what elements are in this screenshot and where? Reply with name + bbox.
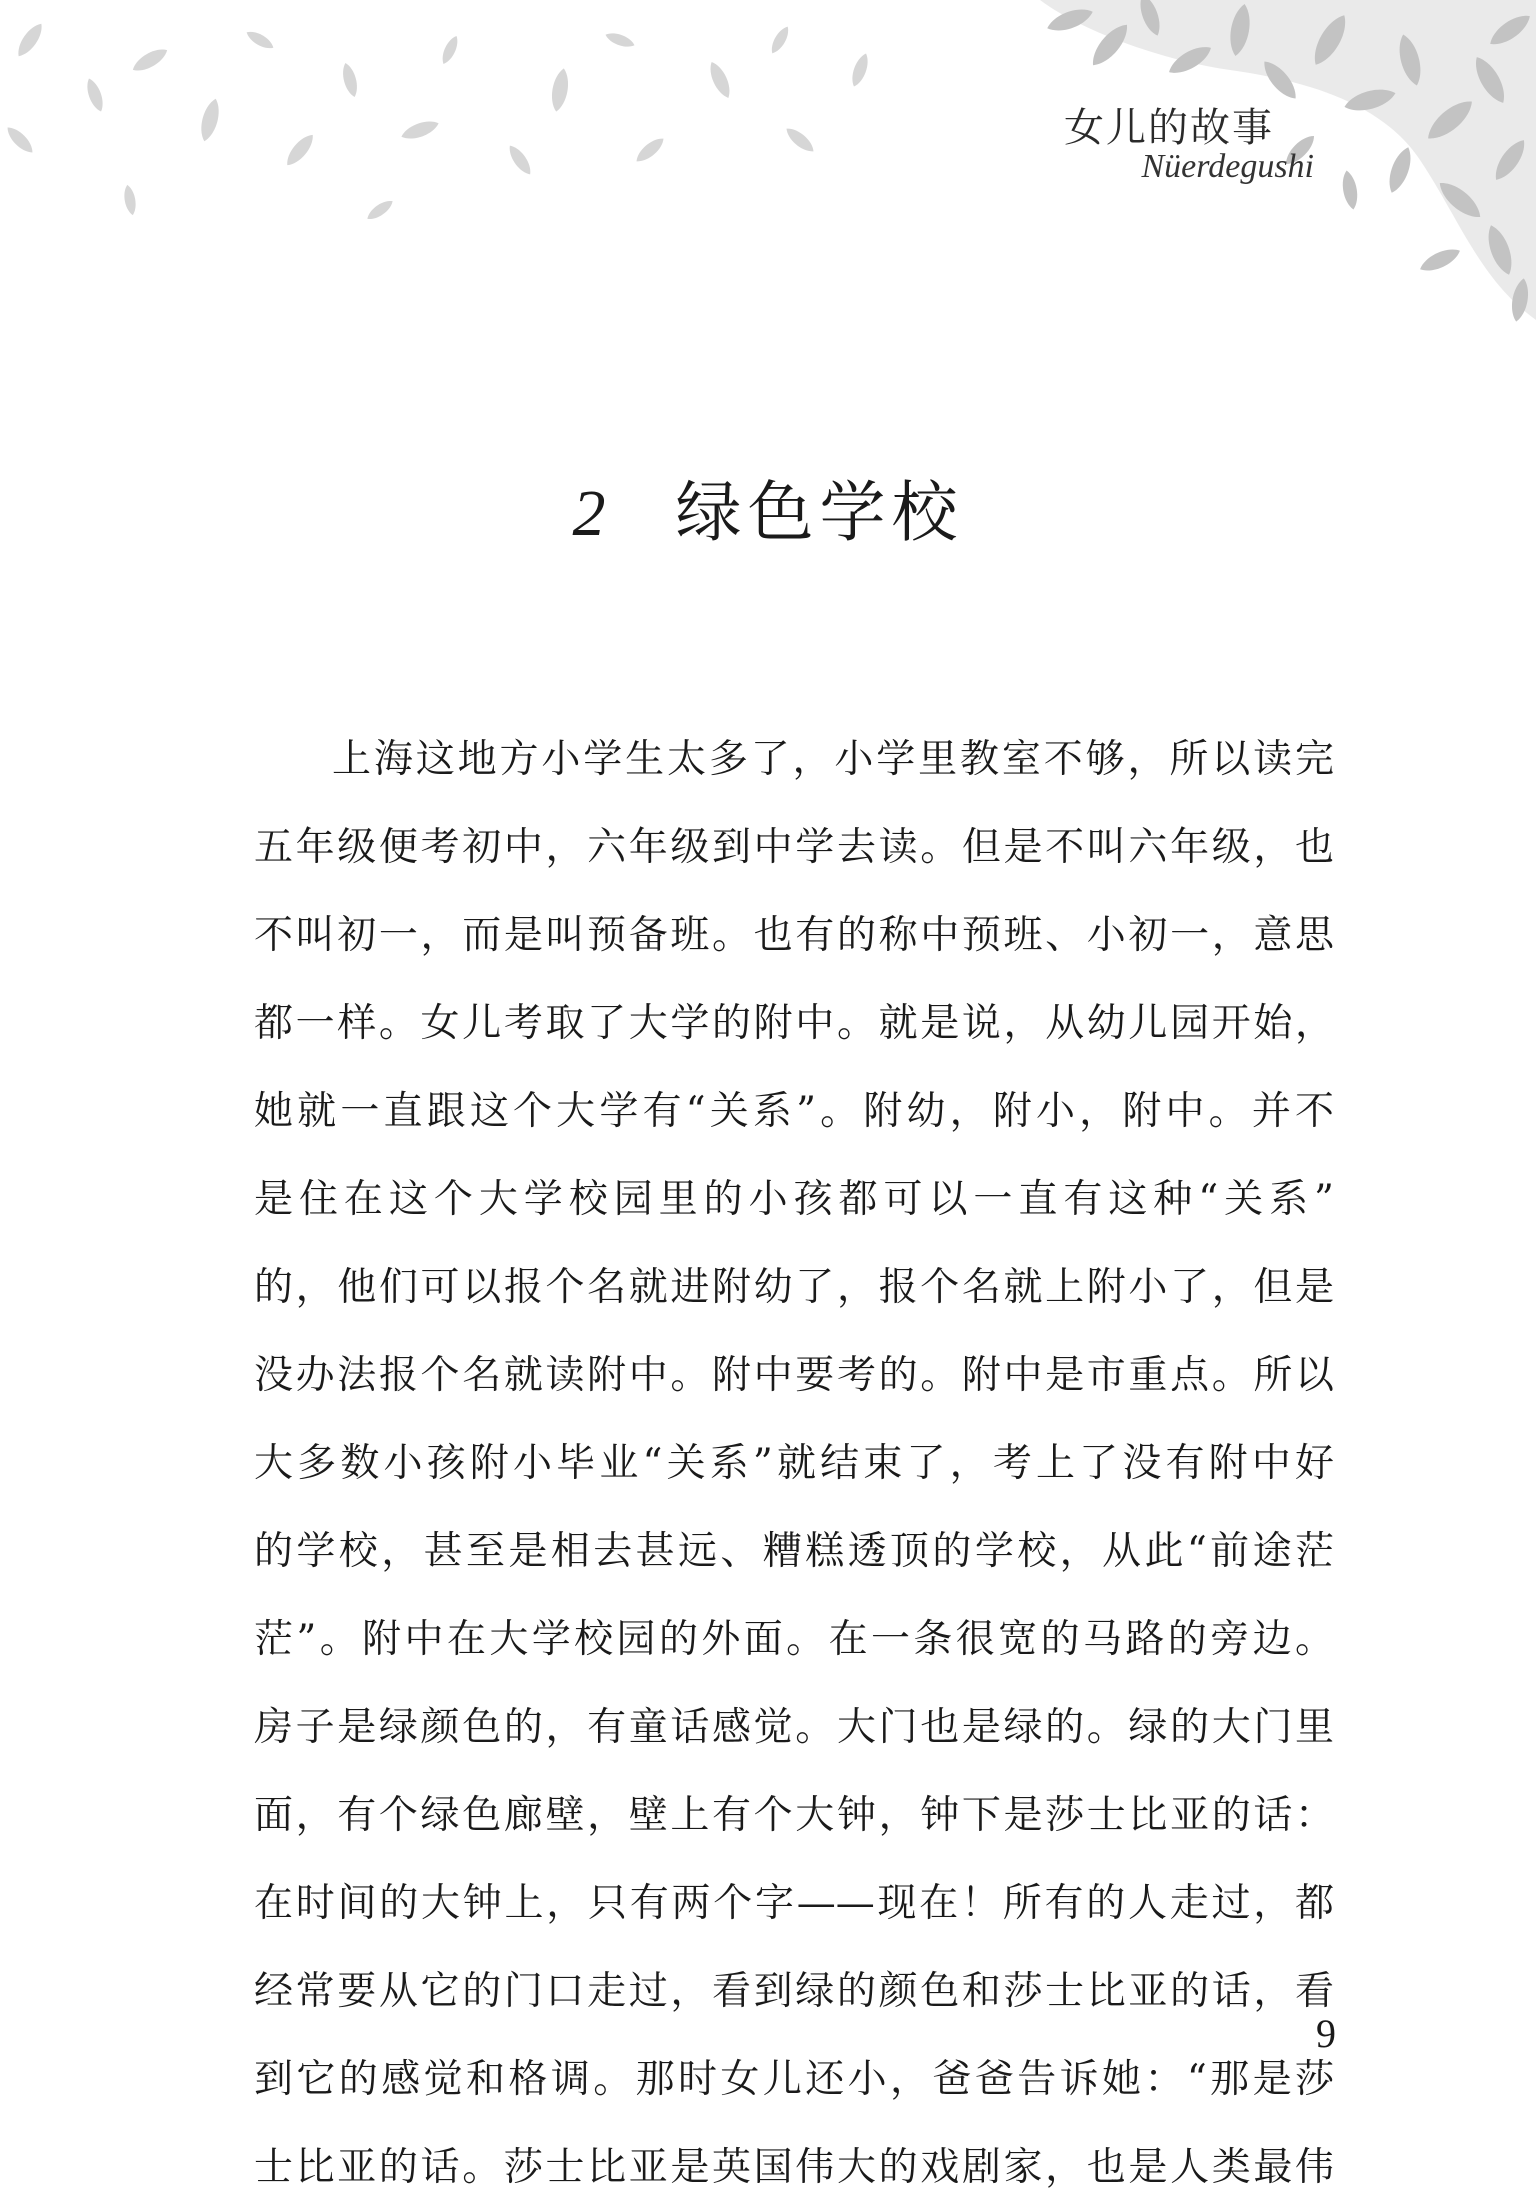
text-line: 上海这地方小学生太多了，小学里教室不够，所以读完	[332, 737, 1334, 782]
text-line: 房子是绿颜色的，有童话感觉。大门也是绿的。绿的大门里	[254, 1705, 1334, 1750]
text-line: 经常要从它的门口走过，看到绿的颜色和莎士比亚的话，看	[254, 1969, 1334, 2014]
body-text	[254, 716, 1334, 2212]
text-line: 士比亚的话。莎士比亚是英国伟大的戏剧家，也是人类最伟	[254, 2145, 1334, 2190]
text-line: 面，有个绿色廊壁，壁上有个大钟，钟下是莎士比亚的话：	[254, 1793, 1334, 1838]
running-title: 女儿的故事	[1064, 105, 1274, 151]
running-subtitle: Nüerdegushi	[1141, 148, 1314, 185]
page-number: 9	[1316, 2011, 1336, 2056]
text-line: 茫”。附中在大学校园的外面。在一条很宽的马路的旁边。	[254, 1617, 1334, 1662]
running-head	[1064, 105, 1314, 185]
text-line: 五年级便考初中，六年级到中学去读。但是不叫六年级，也	[254, 825, 1334, 870]
text-line: 是住在这个大学校园里的小孩都可以一直有这种“关系”	[254, 1177, 1334, 1222]
text-line: 大多数小孩附小毕业“关系”就结束了，考上了没有附中好	[254, 1441, 1334, 1486]
text-line: 都一样。女儿考取了大学的附中。就是说，从幼儿园开始，	[254, 1001, 1334, 1046]
chapter-heading	[0, 474, 1536, 551]
text-line: 没办法报个名就读附中。附中要考的。附中是市重点。所以	[254, 1353, 1334, 1398]
chapter-number: 2	[572, 477, 606, 550]
text-line: 的，他们可以报个名就进附幼了，报个名就上附小了，但是	[254, 1265, 1334, 1310]
text-line: 的学校，甚至是相去甚远、糟糕透顶的学校，从此“前途茫	[254, 1529, 1334, 1574]
text-line: 不叫初一，而是叫预备班。也有的称中预班、小初一，意思	[254, 913, 1334, 958]
text-line: 到它的感觉和格调。那时女儿还小，爸爸告诉她：“那是莎	[254, 2057, 1334, 2102]
chapter-title: 绿色学校	[675, 474, 964, 551]
text-line: 在时间的大钟上，只有两个字——现在！所有的人走过，都	[254, 1881, 1334, 1926]
text-line: 她就一直跟这个大学有“关系”。附幼，附小，附中。并不	[254, 1089, 1334, 1134]
